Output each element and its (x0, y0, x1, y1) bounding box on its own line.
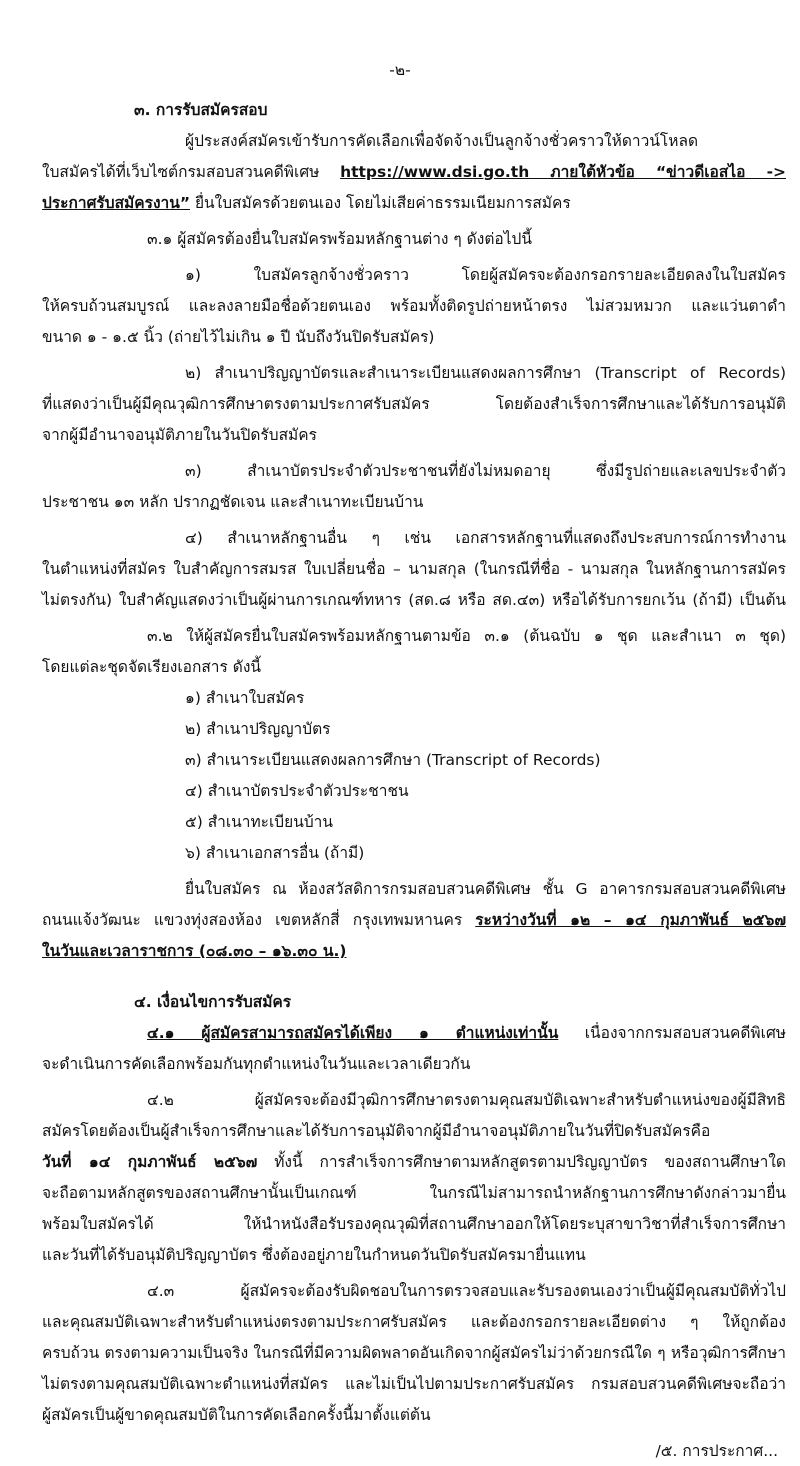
intro-line-2-text: ใบสมัครได้ที่เว็บไซต์กรมสอบสวนคดีพิเศษ (42, 163, 341, 181)
s32-list-item: ๖) สำเนาเอกสารอื่น (ถ้ามี) (185, 844, 365, 862)
intro-line-3-text: ยื่นใบสมัครด้วยตนเอง โดยไม่เสียค่าธรรมเนียมการสมัคร (190, 194, 571, 212)
s31-heading: ๓.๑ ผู้สมัครต้องยื่นใบสมัครพร้อมหลักฐานต่าง ๆ ดังต่อไปนี้ (147, 230, 532, 248)
intro-line-3 (42, 193, 571, 213)
s32-list-item: ๔) สำเนาบัตรประจำตัวประชาชน (185, 782, 409, 800)
dsi-website-link[interactable]: https://www.dsi.go.th ภายใต้หัวข้อ “ข่าวดีเอสไอ -> (340, 163, 786, 181)
s42-line3 (42, 1152, 786, 1172)
s41-text: เนื่องจากกรมสอบสวนคดีพิเศษ (558, 1024, 787, 1042)
submit-location-text: ถนนแจ้งวัฒนะ แขวงทุ่งสองห้อง เขตหลักสี่ กรุงเทพมหานคร (42, 911, 476, 929)
section-4-heading: ๔. เงื่อนไขการรับสมัคร (134, 993, 292, 1011)
s43-line2: และคุณสมบัติเฉพาะสำหรับตำแหน่งตรงตามประกาศรับสมัคร และต้องกรอกรายละเอียดต่าง ๆ ให้ถูกต้อง (42, 1313, 786, 1331)
intro-line-2 (42, 162, 786, 182)
s31-item2-line3: จากผู้มีอำนาจอนุมัติภายในวันปิดรับสมัคร (42, 426, 317, 444)
submit-office-hours: ในวันและเวลาราชการ (๐๘.๓๐ – ๑๖.๓๐ น.) (42, 942, 347, 960)
s32-line2: โดยแต่ละชุดจัดเรียงเอกสาร ดังนี้ (42, 658, 261, 676)
s31-item3-line2: ประชาชน ๑๓ หลัก ปรากฏชัดเจน และสำเนาทะเบียนบ้าน (42, 493, 424, 511)
section-3-heading: ๓. การรับสมัครสอบ (134, 101, 268, 119)
s32-list-item: ๓) สำเนาระเบียนแสดงผลการศึกษา (Transcript of Records) (185, 751, 601, 769)
s43-line1: ๔.๓ ผู้สมัครจะต้องรับผิดชอบในการตรวจสอบและรับรองตนเองว่าเป็นผู้มีคุณสมบัติทั่วไป (147, 1282, 786, 1300)
s42-line2: สมัครโดยต้องเป็นผู้สำเร็จการศึกษาและได้รับการอนุมัติจากผู้มีอำนาจอนุมัติภายในวันที่ปิดรับสมัครคือ (42, 1122, 711, 1140)
s43-line5: ผู้สมัครเป็นผู้ขาดคุณสมบัติในการคัดเลือกครั้งนี้มาตั้งแต่ต้น (42, 1406, 431, 1424)
intro-line-1: ผู้ประสงค์สมัครเข้ารับการคัดเลือกเพื่อจัดจ้างเป็นลูกจ้างชั่วคราวให้ดาวน์โหลด (185, 132, 699, 150)
s32-list-item: ๑) สำเนาใบสมัคร (185, 689, 305, 707)
s42-line4: จะถือตามหลักสูตรของสถานศึกษานั้นเป็นเกณฑ์ ในกรณีไม่สามารถนำหลักฐานการศึกษาดังกล่าวมายื่น (42, 1184, 786, 1202)
submit-location-line1: ยื่นใบสมัคร ณ ห้องสวัสดิการกรมสอบสวนคดีพิเศษ ชั้น G อาคารกรมสอบสวนคดีพิเศษ (185, 880, 786, 898)
s43-line4: ไม่ตรงตามคุณสมบัติเฉพาะตำแหน่งที่สมัคร และไม่เป็นไปตามประกาศรับสมัคร กรมสอบสวนคดีพิเศษจะถือว่า (42, 1375, 786, 1393)
page-number: -๒- (389, 61, 411, 79)
s42-deadline: วันที่ ๑๔ กุมภาพันธ์ ๒๕๖๗ (42, 1153, 258, 1171)
submit-date-range: ระหว่างวันที่ ๑๒ – ๑๔ กุมภาพันธ์ ๒๕๖๗ (475, 911, 786, 929)
s31-item1-line3: ขนาด ๑ - ๑.๕ นิ้ว (ถ่ายไว้ไม่เกิน ๑ ปี นับถึงวันปิดรับสมัคร) (42, 328, 435, 346)
submit-location-line2 (42, 910, 786, 930)
s42-line5: พร้อมใบสมัครได้ ให้นำหนังสือรับรองคุณวุฒิที่สถานศึกษาออกให้โดยระบุสาขาวิชาที่สำเร็จการศึกษา (42, 1215, 786, 1233)
job-announcement-link[interactable]: ประกาศรับสมัครงาน” (42, 194, 191, 212)
s31-item3-line1: ๓) สำเนาบัตรประจำตัวประชาชนที่ยังไม่หมดอายุ ซึ่งมีรูปถ่ายและเลขประจำตัว (185, 462, 786, 480)
s42-line3-text: ทั้งนี้ การสำเร็จการศึกษาตามหลักสูตรตามปริญญาบัตร ของสถานศึกษาใด (257, 1153, 787, 1171)
s41-line2: จะดำเนินการคัดเลือกพร้อมกันทุกตำแหน่งในวันและเวลาเดียวกัน (42, 1055, 471, 1073)
continuation-note: /๕. การประกาศ... (655, 1442, 778, 1460)
s41-line1 (147, 1023, 786, 1043)
s32-line1: ๓.๒ ให้ผู้สมัครยื่นใบสมัครพร้อมหลักฐานตามข้อ ๓.๑ (ต้นฉบับ ๑ ชุด และสำเนา ๓ ชุด) (147, 627, 786, 645)
s42-line1: ๔.๒ ผู้สมัครจะต้องมีวุฒิการศึกษาตรงตามคุณสมบัติเฉพาะสำหรับตำแหน่งของผู้มีสิทธิ (147, 1091, 786, 1109)
s31-item4-line1: ๔) สำเนาหลักฐานอื่น ๆ เช่น เอกสารหลักฐานที่แสดงถึงประสบการณ์การทำงาน (185, 529, 786, 547)
s32-list-item: ๒) สำเนาปริญญาบัตร (185, 720, 331, 738)
s32-list-item: ๕) สำเนาทะเบียนบ้าน (185, 813, 333, 831)
s31-item1-line1: ๑) ใบสมัครลูกจ้างชั่วคราว โดยผู้สมัครจะต้องกรอกรายละเอียดลงในใบสมัคร (185, 266, 786, 284)
s41-emphasis: ๔.๑ ผู้สมัครสามารถสมัครได้เพียง ๑ ตำแหน่งเท่านั้น (147, 1024, 559, 1042)
s31-item1-line2: ให้ครบถ้วนสมบูรณ์ และลงลายมือชื่อด้วยตนเอง พร้อมทั้งติดรูปถ่ายหน้าตรง ไม่สวมหมวก และแว่นตาดำ (42, 297, 786, 315)
s31-item2-line1: ๒) สำเนาปริญญาบัตรและสำเนาระเบียนแสดงผลการศึกษา (Transcript of Records) (185, 364, 786, 382)
s43-line3: ครบถ้วน ตรงตามความเป็นจริง ในกรณีที่มีความผิดพลาดอันเกิดจากผู้สมัครไม่ว่าด้วยกรณีใด ๆ หรือวุฒิการศึกษา (42, 1344, 786, 1362)
s42-line6: และวันที่ได้รับอนุมัติปริญญาบัตร ซึ่งต้องอยู่ภายในกำหนดวันปิดรับสมัครมายื่นแทน (42, 1246, 586, 1264)
s31-item4-line3: ไม่ตรงกัน) ใบสำคัญแสดงว่าเป็นผู้ผ่านการเกณฑ์ทหาร (สด.๘ หรือ สด.๔๓) หรือได้รับการยกเว้น (ถ้ามี) เป็นต้น (42, 591, 786, 609)
s31-item2-line2: ที่แสดงว่าเป็นผู้มีคุณวุฒิการศึกษาตรงตามประกาศรับสมัคร โดยต้องสำเร็จการศึกษาและได้รับการอนุมัติ (42, 395, 786, 413)
s31-item4-line2: ในตำแหน่งที่สมัคร ใบสำคัญการสมรส ใบเปลี่ยนชื่อ – นามสกุล (ในกรณีที่ชื่อ - นามสกุล ในหลักฐานการสมัคร (42, 560, 786, 578)
